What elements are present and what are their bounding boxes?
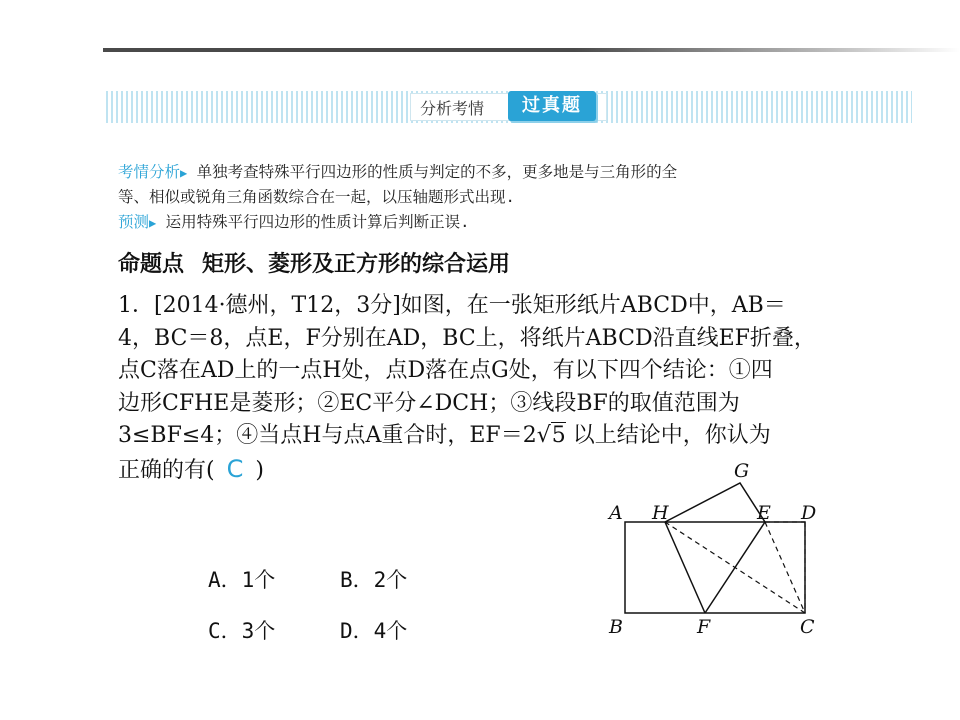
rectangle-abcd — [625, 522, 805, 613]
label-f: F — [697, 616, 711, 638]
analysis-tag: 考情分析 — [118, 163, 181, 181]
analysis-text-1b: 等、相似或锐角三角函数综合在一起，以压轴题形式出现. — [118, 188, 515, 206]
topic-heading-part2: 矩形、菱形及正方形的综合运用 — [202, 251, 511, 277]
label-a: A — [609, 502, 623, 524]
topic-heading-part1: 命题点 — [118, 251, 185, 277]
banner-label: 分析考情 — [420, 99, 485, 118]
label-h: H — [652, 502, 669, 524]
choice-c: C．3个 — [208, 619, 276, 643]
problem-line-5b: 以上结论中，你认为 — [565, 423, 771, 448]
analysis-text-1a: 单独考查特殊平行四边形的性质与判定的不多，更多地是与三角形的全 — [196, 163, 678, 181]
problem-line-2: 4，BC＝8，点E，F分别在AD，BC上，将纸片ABCD沿直线EF折叠， — [118, 325, 816, 351]
problem-line-6a: 正确的有( — [118, 457, 215, 483]
folded-segment-hge — [665, 483, 765, 522]
triangle-icon: ▶ — [149, 216, 157, 230]
problem-line-5a: 3≤BF≤4；④当点H与点A重合时，EF＝2 — [118, 423, 537, 448]
segment-ec-dashed — [765, 522, 805, 613]
choice-b: B．2个 — [340, 568, 408, 592]
problem-line-3: 点C落在AD上的一点H处，点D落在点G处，有以下四个结论：①四 — [118, 358, 773, 383]
sqrt-radicand: 5 — [551, 423, 566, 448]
segment-hc-dashed — [665, 522, 805, 613]
label-c: C — [800, 616, 815, 638]
answer-text: C — [226, 454, 244, 483]
problem-line-6b: ) — [255, 457, 264, 483]
choice-a: A．1个 — [208, 568, 276, 592]
sqrt-symbol: √ — [536, 423, 551, 448]
label-g: G — [734, 460, 750, 482]
problem-line-1: 1．[2014·德州，T12，3分]如图，在一张矩形纸片ABCD中，AB＝ — [118, 293, 786, 318]
label-d: D — [801, 502, 817, 524]
triangle-icon: ▶ — [180, 166, 188, 180]
segment-hf — [665, 522, 705, 613]
prediction-text: 运用特殊平行四边形的性质计算后判断正误. — [165, 213, 470, 231]
prediction-tag: 预测 — [118, 213, 150, 231]
label-e: E — [757, 502, 771, 524]
choice-d: D．4个 — [340, 619, 408, 643]
banner-badge: 过真题 — [508, 91, 596, 121]
problem-line-4: 边形CFHE是菱形；②EC平分∠DCH；③线段BF的取值范围为 — [118, 390, 740, 416]
label-b: B — [609, 616, 623, 638]
